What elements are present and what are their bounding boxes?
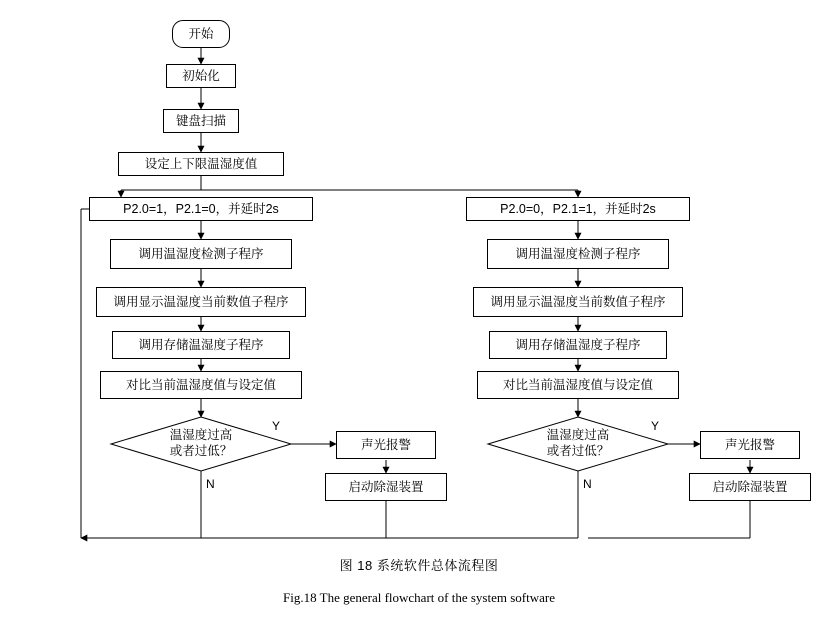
process-right-detect-label: 调用温湿度检测子程序 (515, 246, 641, 261)
process-right-store-label: 调用存储温湿度子程序 (515, 337, 641, 352)
process-set-limits-label: 设定上下限温湿度值 (144, 156, 258, 171)
process-left-dehumidify-label: 启动除湿装置 (348, 479, 424, 494)
process-left-compare-label: 对比当前温湿度值与设定值 (125, 377, 276, 392)
process-init-label: 初始化 (182, 68, 220, 83)
process-left-display (96, 287, 306, 317)
process-right-dehumidify (689, 473, 811, 501)
start-label: 开始 (188, 26, 214, 41)
process-right-display-label: 调用显示温湿度当前数值子程序 (490, 294, 666, 309)
process-left-port-label: P2.0=1，P2.1=0，并延时2s (123, 201, 279, 216)
process-right-compare (477, 371, 679, 399)
process-right-dehumidify-label: 启动除湿装置 (712, 479, 788, 494)
process-keyscan (163, 109, 239, 133)
decision-left-no-label: N (206, 477, 215, 491)
process-left-dehumidify (325, 473, 447, 501)
start-terminal (172, 20, 230, 48)
process-right-display (473, 287, 683, 317)
process-keyscan-label: 键盘扫描 (175, 113, 226, 128)
process-right-detect (487, 239, 669, 269)
process-left-detect-label: 调用温湿度检测子程序 (138, 246, 264, 261)
process-right-store (489, 331, 667, 359)
process-right-alarm-label: 声光报警 (724, 437, 775, 452)
process-left-port (89, 197, 313, 221)
figure-caption-english: Fig.18 The general flowchart of the system software (283, 590, 555, 605)
figure-caption-chinese: 图 18 系统软件总体流程图 (339, 558, 499, 573)
process-left-alarm (336, 431, 436, 459)
decision-left-line2: 或者过低？ (169, 444, 233, 458)
decision-left (111, 417, 291, 471)
decision-left-line1: 温湿度过高 (169, 428, 233, 443)
process-right-port (466, 197, 690, 221)
process-right-compare-label: 对比当前温湿度值与设定值 (502, 377, 653, 392)
decision-right-line1: 温湿度过高 (546, 428, 610, 443)
decision-right (488, 417, 668, 471)
process-right-port-label: P2.0=0，P2.1=1，并延时2s (500, 201, 656, 216)
process-right-alarm (700, 431, 800, 459)
process-left-alarm-label: 声光报警 (360, 437, 411, 452)
process-left-store (112, 331, 290, 359)
process-left-detect (110, 239, 292, 269)
decision-right-line2: 或者过低？ (546, 444, 610, 458)
decision-left-yes-label: Y (272, 419, 281, 433)
process-left-display-label: 调用显示温湿度当前数值子程序 (113, 294, 289, 309)
decision-right-no-label: N (583, 477, 592, 491)
decision-right-yes-label: Y (651, 419, 660, 433)
process-set-limits (118, 152, 284, 176)
process-left-store-label: 调用存储温湿度子程序 (138, 337, 264, 352)
process-init (166, 64, 236, 88)
process-left-compare (100, 371, 302, 399)
